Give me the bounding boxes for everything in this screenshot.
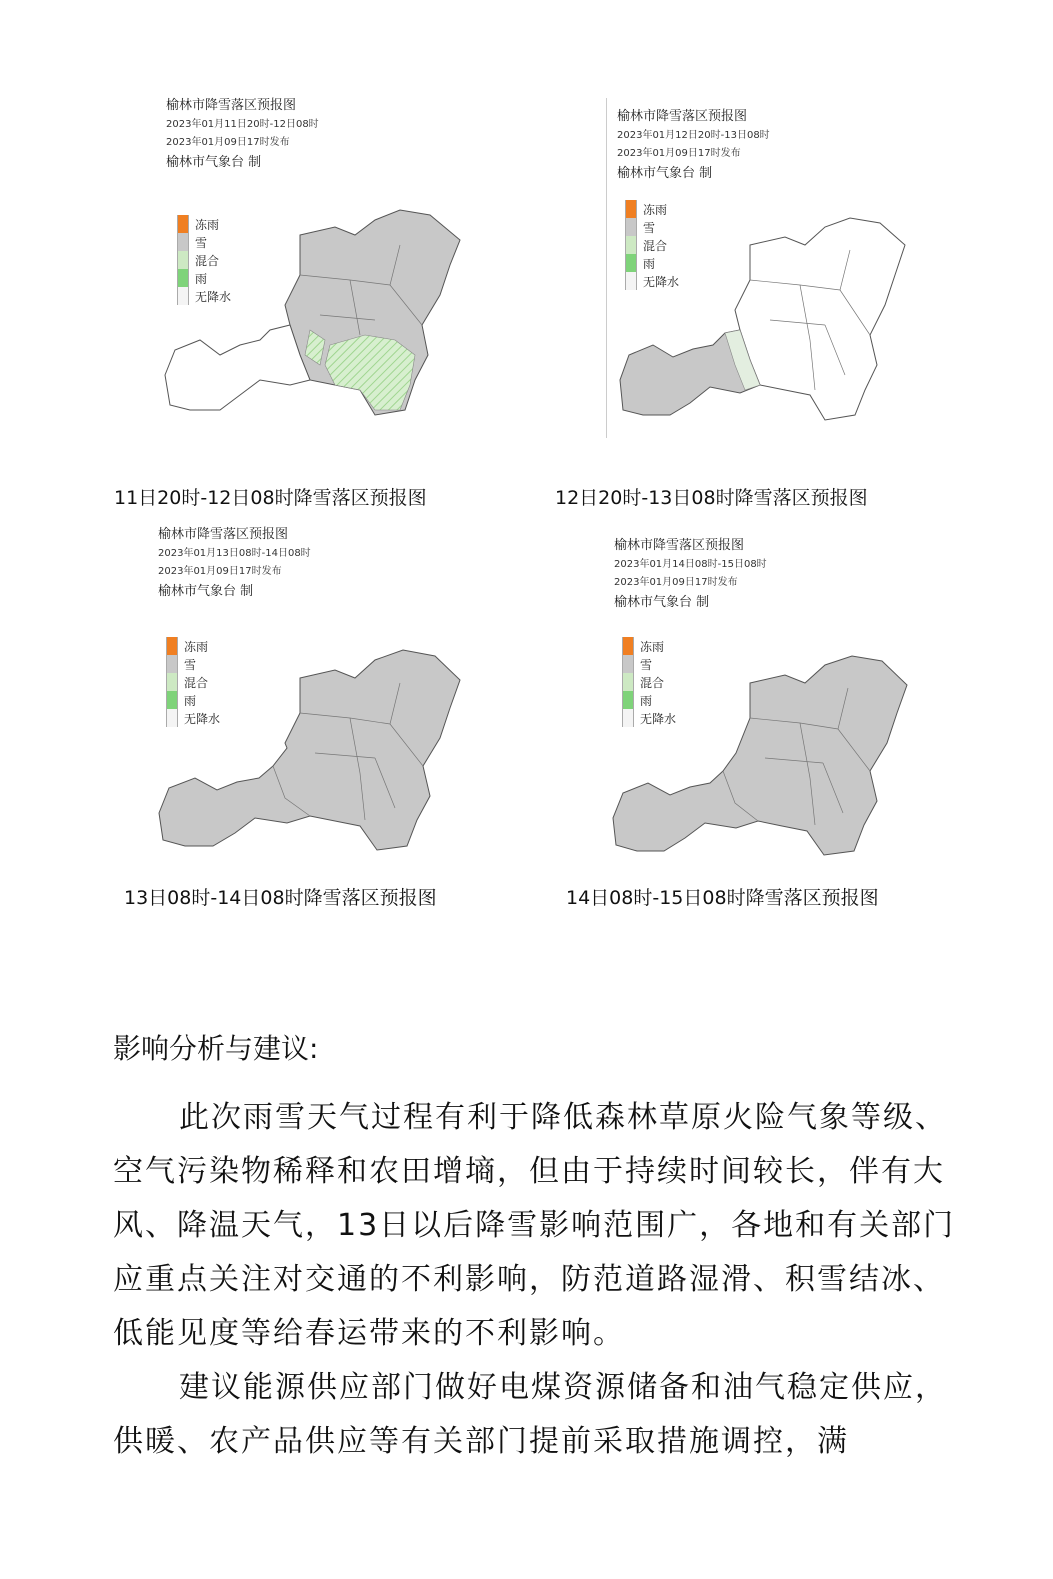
forecast-panel-3: [158, 525, 311, 601]
legend-label: 无降水: [640, 711, 677, 726]
yulin-map-3: [155, 648, 470, 853]
yulin-map-1: [160, 205, 470, 425]
legend-label: 雪: [640, 657, 653, 672]
yulin-map-2: [615, 215, 915, 425]
forecast-panel-1: [166, 96, 319, 172]
legend-item: [622, 637, 676, 655]
panel-maker: 榆林市气象台 制: [614, 595, 710, 610]
panel-caption-2: 12日20时-13日08时降雪落区预报图: [555, 487, 868, 509]
legend-label: 冻雨: [640, 639, 665, 654]
panel-issued-time: 2023年01月09日17时发布: [166, 137, 290, 148]
legend-label: 雨: [195, 271, 208, 286]
legend-label: 无降水: [195, 289, 232, 304]
panel-valid-time: 2023年01月14日08时-15日08时: [614, 559, 767, 570]
panel-issued-time: 2023年01月09日17时发布: [617, 148, 741, 159]
legend-label: 雪: [195, 235, 208, 250]
legend-label: 冻雨: [643, 202, 668, 217]
legend-swatch: [622, 637, 634, 655]
forecast-panel-2: [617, 107, 770, 183]
panel-divider: [606, 98, 607, 438]
panel-issued-time: 2023年01月09日17时发布: [614, 577, 738, 588]
legend-label: 混合: [184, 675, 209, 690]
legend-label: 混合: [640, 675, 665, 690]
panel-caption-1: 11日20时-12日08时降雪落区预报图: [114, 487, 427, 509]
map-full-region: [613, 656, 907, 855]
panel-maker: 榆林市气象台 制: [158, 584, 254, 599]
legend-label: 无降水: [643, 274, 680, 289]
map-west-region: [165, 325, 310, 410]
map-full-region: [159, 650, 460, 850]
panel-caption-4: 14日08时-15日08时降雪落区预报图: [566, 887, 879, 909]
panel-valid-time: 2023年01月13日08时-14日08时: [158, 548, 311, 559]
panel-title: 榆林市降雪落区预报图: [158, 527, 289, 542]
panel-valid-time: 2023年01月11日20时-12日08时: [166, 119, 319, 130]
legend-label: 无降水: [184, 711, 221, 726]
panel-caption-3: 13日08时-14日08时降雪落区预报图: [124, 887, 437, 909]
panel-title: 榆林市降雪落区预报图: [614, 538, 745, 553]
panel-title: 榆林市降雪落区预报图: [166, 98, 297, 113]
analysis-paragraph-1: 此次雨雪天气过程有利于降低森林草原火险气象等级、空气污染物稀释和农田增墒，但由于持续时间较长，伴有大风、降温天气，13日以后降雪影响范围广，各地和有关部门应重点关注对交通的不利影响，防范道路湿滑、积雪结冰、低能见度等给春运带来的不利影响。: [113, 1100, 956, 1351]
legend-label: 雪: [184, 657, 197, 672]
panel-maker: 榆林市气象台 制: [617, 166, 713, 181]
map-mixed-area: [325, 335, 415, 410]
forecast-panel-4: [614, 536, 767, 612]
panel-valid-time: 2023年01月12日20时-13日08时: [617, 130, 770, 141]
legend-label: 雨: [643, 256, 656, 271]
map-east-region: [735, 218, 905, 420]
legend-label: 雪: [643, 220, 656, 235]
legend-label: 雨: [184, 693, 197, 708]
panel-title: 榆林市降雪落区预报图: [617, 109, 748, 124]
analysis-heading: 影响分析与建议:: [113, 1032, 319, 1065]
legend-label: 混合: [195, 253, 220, 268]
panel-issued-time: 2023年01月09日17时发布: [158, 566, 282, 577]
legend-label: 雨: [640, 693, 653, 708]
analysis-paragraph-2: 建议能源供应部门做好电煤资源储备和油气稳定供应，供暖、农产品供应等有关部门提前采取措施调控，满: [113, 1370, 947, 1459]
yulin-map-4: [610, 655, 910, 860]
legend-label: 混合: [643, 238, 668, 253]
legend-label: 冻雨: [184, 639, 209, 654]
panel-maker: 榆林市气象台 制: [166, 155, 262, 170]
legend-label: 冻雨: [195, 217, 220, 232]
